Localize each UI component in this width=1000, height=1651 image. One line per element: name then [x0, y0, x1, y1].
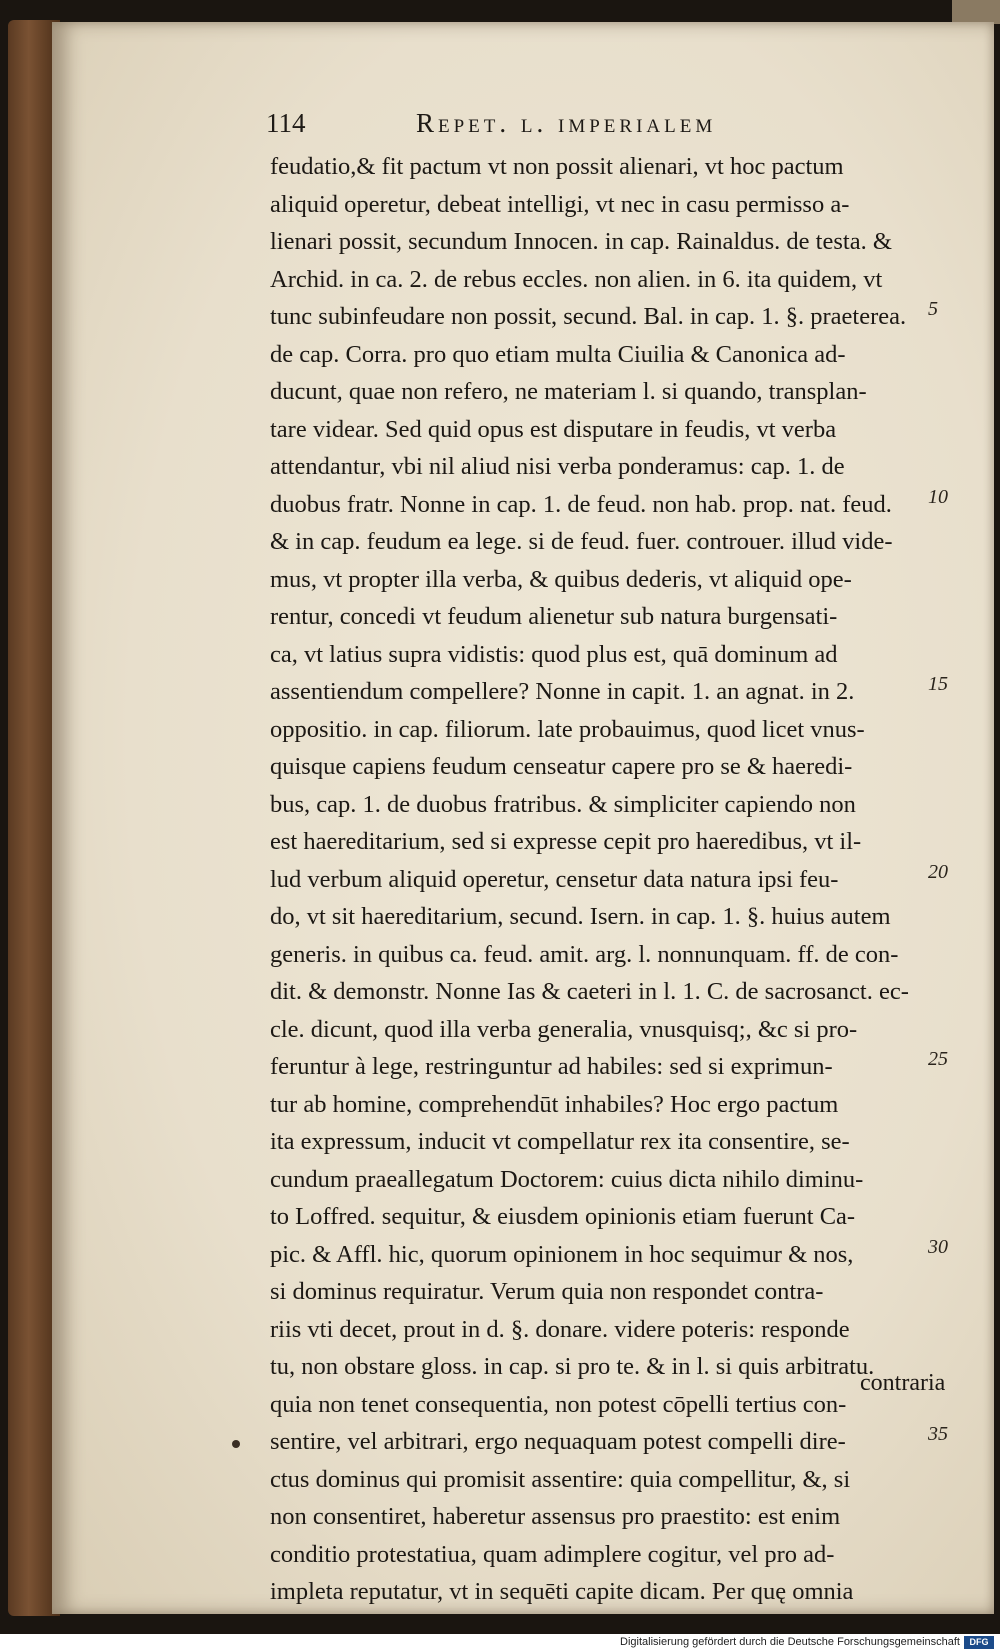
text-line: si dominus requiratur. Verum quia non respondet contra- [270, 1278, 824, 1305]
text-line: attendantur, vbi nil aliud nisi verba ponderamus: cap. 1. de [270, 453, 845, 480]
text-line: ducunt, quae non refero, ne materiam l. si quando, transplan- [270, 378, 867, 405]
text-line: lud verbum aliquid operetur, censetur data natura ipsi feu- [270, 865, 839, 893]
text-line: impleta reputatur, vt in sequēti capite dicam. Per quę omnia [270, 1578, 854, 1605]
text-line: tare videar. Sed quid opus est disputare in feudis, vt verba [270, 415, 837, 443]
text-line: non consentiret, haberetur assensus pro praestito: est enim [270, 1503, 841, 1530]
text-line: rentur, concedi vt feudum alienetur sub natura burgensati- [270, 603, 838, 630]
text-line: & in cap. feudum ea lege. si de feud. fuer. controuer. illud vide- [270, 528, 893, 555]
text-line: assentiendum compellere? Nonne in capit. 1. an agnat. in 2. [270, 678, 855, 705]
text-line: tur ab homine, comprehendūt inhabiles? Hoc ergo pactum [270, 1090, 839, 1118]
text-line: riis vti decet, prout in d. §. donare. videre poteris: responde [270, 1315, 850, 1343]
text-line: bus, cap. 1. de duobus fratribus. & simpliciter capiendo non [270, 790, 856, 818]
page-header [266, 104, 916, 144]
text-line: feruntur à lege, restringuntur ad habiles: sed si exprimun- [270, 1053, 833, 1080]
text-line: quia non tenet consequentia, non potest cōpelli tertius con- [270, 1390, 847, 1418]
text-line: sentire, vel arbitrari, ergo nequaquam potest compelli dire- [270, 1428, 846, 1455]
page-number: 114 [266, 108, 306, 138]
text-line: to Loffred. sequitur, & eiusdem opinionis etiam fuerunt Ca- [270, 1203, 856, 1230]
text-line: cundum praeallegatum Doctorem: cuius dicta nihilo diminu- [270, 1165, 864, 1193]
ink-spot [232, 1440, 240, 1448]
text-line: ctus dominus qui promisit assentire: quia compellitur, &, si [270, 1465, 851, 1493]
text-line: mus, vt propter illa verba, & quibus dederis, vt aliquid ope- [270, 565, 852, 593]
running-head: Repet. l. imperialem [416, 108, 717, 138]
line-number: 5 [928, 298, 938, 320]
text-line: tunc subinfeudare non possit, secund. Bal. in cap. 1. §. praeterea. [270, 303, 907, 330]
line-number: 25 [928, 1048, 948, 1070]
text-line: oppositio. in cap. filiorum. late probauimus, quod licet vnus- [270, 715, 865, 743]
text-line: cle. dicunt, quod illa verba generalia, vnusquisq;, &c si pro- [270, 1015, 858, 1043]
text-line: feudatio,& fit pactum vt non possit alienari, vt hoc pactum [270, 153, 844, 180]
line-number: 30 [928, 1235, 948, 1258]
text-line: aliquid operetur, debeat intelligi, vt nec in casu permisso a- [270, 190, 850, 218]
text-line: ita expressum, inducit vt compellatur rex ita consentire, se- [270, 1128, 850, 1155]
text-line: tu, non obstare gloss. in cap. si pro te. & in l. si quis arbitratu. [270, 1353, 875, 1380]
text-line: est haereditarium, sed si expresse cepit pro haeredibus, vt il- [270, 828, 862, 855]
text-line: dit. & demonstr. Nonne Ias & caeteri in l. 1. C. de sacrosanct. ec- [270, 978, 909, 1005]
footer-bar [0, 1634, 1000, 1651]
adjacent-page-strip [952, 0, 1000, 24]
text-line: Archid. in ca. 2. de rebus eccles. non alien. in 6. ita quidem, vt [270, 265, 883, 293]
line-number: 35 [928, 1423, 948, 1445]
text-line: do, vt sit haereditarium, secund. Isern. in cap. 1. §. huius autem [270, 903, 891, 930]
line-number: 20 [928, 860, 948, 883]
text-line: quisque capiens feudum censeatur capere pro se & haeredi- [270, 753, 853, 780]
digitization-credit: Digitalisierung gefördert durch die Deutsche Forschungsgemeinschaft [620, 1636, 960, 1648]
body-text [270, 148, 922, 1611]
text-line: conditio protestatiua, quam adimplere cogitur, vel pro ad- [270, 1540, 835, 1568]
line-number: 15 [928, 673, 948, 695]
dfg-logo: DFG [964, 1636, 994, 1649]
text-line: de cap. Corra. pro quo etiam multa Ciuilia & Canonica ad- [270, 340, 846, 368]
text-line: pic. & Affl. hic, quorum opinionem in hoc sequimur & nos, [270, 1240, 854, 1268]
catchword: contraria [860, 1370, 946, 1396]
text-line: lienari possit, secundum Innocen. in cap. Rainaldus. de testa. & [270, 228, 892, 255]
line-number: 10 [928, 485, 948, 508]
text-line: generis. in quibus ca. feud. amit. arg. l. nonnunquam. ff. de con- [270, 940, 899, 968]
text-line: ca, vt latius supra vidistis: quod plus est, quā dominum ad [270, 640, 838, 668]
text-line: duobus fratr. Nonne in cap. 1. de feud. non hab. prop. nat. feud. [270, 490, 892, 518]
